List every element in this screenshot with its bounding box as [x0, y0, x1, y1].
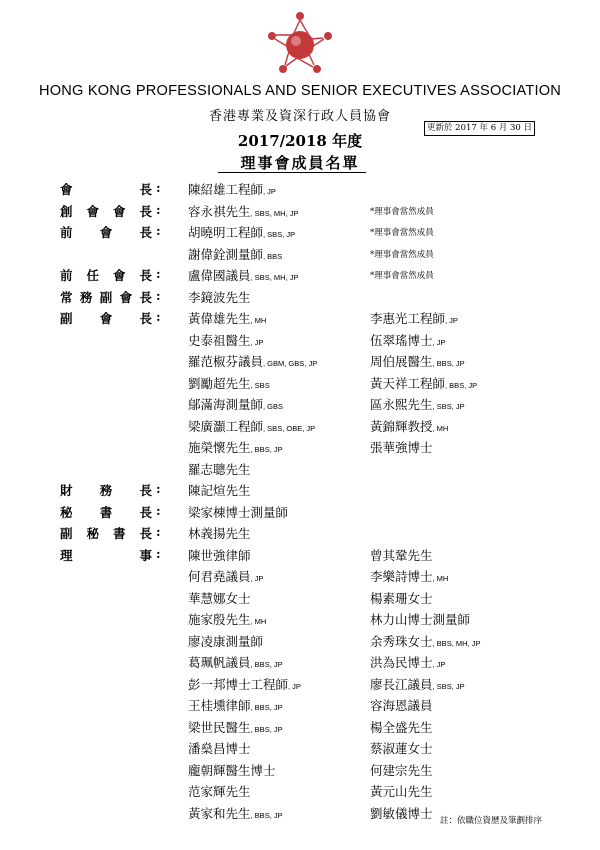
member-name: 鄔滿海測量師	[188, 397, 264, 412]
member-name: 蔡淑蓮女士	[370, 741, 433, 756]
member-name: 施家殷先生	[188, 612, 251, 627]
member-name: *理事會當然成員	[370, 228, 434, 238]
roster-row	[0, 524, 600, 544]
member-name-left	[188, 546, 251, 564]
member-name: 陳記煊先生	[188, 483, 251, 498]
member-name-right	[370, 632, 480, 650]
honours: , SBS, OBE, JP	[263, 423, 316, 433]
member-name: 容永祺先生	[188, 203, 251, 219]
role-colon: :	[156, 201, 161, 217]
role-char: 副	[99, 289, 113, 305]
updated-date: 更新於 2017 年 6 月 30 日	[424, 121, 535, 136]
role-title	[60, 524, 152, 542]
member-name-right	[370, 374, 477, 392]
honours: , GBM, GBS, JP	[263, 359, 318, 368]
roster-row	[0, 782, 600, 802]
member-name-right	[370, 653, 445, 671]
role-colon: :	[156, 180, 161, 195]
member-name: 潘燊昌博士	[188, 741, 251, 756]
member-name: 龐朝輝醫生博士	[188, 762, 276, 778]
roster-row	[0, 202, 600, 222]
role-colon: :	[156, 287, 161, 303]
role-colon: :	[156, 223, 161, 238]
role-char: 長	[139, 526, 152, 541]
role-char: 務	[99, 483, 113, 498]
member-name: 李樂詩博士	[370, 569, 433, 584]
roster-row	[0, 309, 600, 329]
honours: , MH	[432, 423, 449, 433]
honours: , SBS, MH, JP	[250, 208, 299, 218]
member-name-left	[188, 718, 283, 736]
member-name: 容海恩議員	[370, 698, 433, 713]
role-title	[60, 266, 152, 284]
member-name: 何建宗先生	[370, 762, 433, 778]
role-char: 長	[139, 268, 152, 283]
member-name: 洪為民博士	[370, 655, 433, 670]
member-name: *理事會當然成員	[370, 206, 434, 217]
member-name: 區永熙先生	[370, 397, 433, 412]
member-name: 廖長江議員	[370, 676, 433, 692]
honours: , BBS, JP	[432, 359, 465, 368]
role-char: 秘	[60, 504, 73, 520]
role-title	[60, 180, 152, 198]
roster-row	[0, 567, 600, 587]
title-underline	[218, 172, 366, 173]
member-name-left	[188, 804, 283, 822]
role-title	[60, 503, 152, 521]
member-name: 陳世強律師	[188, 547, 251, 563]
member-name-left	[188, 589, 251, 607]
member-name-right	[370, 610, 470, 628]
roster-row	[0, 481, 600, 501]
member-name-left	[188, 202, 298, 220]
member-name-right	[370, 696, 433, 714]
roster-row	[0, 288, 600, 308]
member-name-right	[370, 331, 445, 349]
honours: , BBS, JP	[250, 660, 283, 669]
role-title	[60, 481, 152, 499]
member-name: 謝偉銓測量師	[188, 246, 264, 262]
member-name: 史泰祖醫生	[188, 332, 251, 348]
honours: , JP	[445, 316, 458, 325]
role-char: 長	[139, 182, 152, 197]
member-name-left	[188, 653, 283, 671]
role-colon: :	[156, 502, 161, 518]
role-title	[60, 223, 152, 241]
ex-officio-note	[370, 226, 434, 238]
role-char: 理	[60, 547, 73, 563]
member-name-right	[370, 675, 465, 693]
honours: , BBS, JP	[250, 703, 283, 712]
member-name: 何君堯議員	[188, 569, 251, 584]
member-name: 王桂壎律師	[188, 698, 251, 713]
roster-row	[0, 438, 600, 458]
roster-row	[0, 223, 600, 243]
role-char: 副	[60, 526, 73, 541]
role-char: 長	[139, 483, 152, 498]
document-title: 理事會成員名單	[240, 154, 360, 172]
member-name-right	[370, 761, 433, 779]
role-char: 長	[139, 203, 152, 219]
member-name: 李惠光工程師	[370, 311, 446, 326]
honours: , JP	[263, 187, 276, 196]
role-colon: :	[156, 545, 161, 561]
role-char: 創	[60, 203, 73, 219]
member-name: 楊素珊女士	[370, 590, 433, 606]
honours: , MH	[432, 574, 449, 583]
honours: , BBS, JP	[250, 724, 283, 734]
member-name: *理事會當然成員	[370, 271, 434, 281]
member-name-left	[188, 395, 283, 413]
member-name: 黃元山先生	[370, 784, 433, 799]
member-name-left	[188, 331, 263, 349]
member-name: 黃天祥工程師	[370, 375, 446, 391]
role-char: 會	[60, 182, 73, 197]
role-char: 任	[86, 268, 99, 283]
ex-officio-note	[370, 269, 434, 281]
member-name-left	[188, 761, 276, 779]
roster-row	[0, 245, 600, 265]
member-name-right	[370, 567, 448, 585]
honours: , SBS, MH, JP	[250, 273, 299, 282]
member-name: 李鏡波先生	[188, 289, 251, 305]
member-name-left	[188, 438, 283, 456]
member-name-right	[370, 782, 433, 800]
member-name-left	[188, 180, 276, 198]
member-name: 周伯展醫生	[370, 354, 433, 369]
member-name-right	[370, 718, 433, 736]
member-name-right	[370, 395, 465, 413]
role-colon: :	[156, 481, 161, 496]
role-title	[60, 309, 152, 327]
member-name-left	[188, 309, 266, 327]
roster-row	[0, 739, 600, 759]
honours: , JP	[432, 337, 446, 347]
roster-row	[0, 395, 600, 415]
footnote: 註：依職位資歷及筆劃排序	[440, 816, 543, 826]
honours: , BBS	[263, 251, 283, 261]
ex-officio-note	[370, 205, 434, 217]
member-name-left	[188, 739, 251, 757]
role-char: 秘	[86, 526, 99, 541]
roster-row	[0, 761, 600, 781]
member-name-right	[370, 589, 433, 607]
role-char: 長	[139, 225, 152, 240]
member-name-left	[188, 481, 251, 499]
member-name: 黃錦輝教授	[370, 418, 433, 434]
member-name-left	[188, 782, 251, 800]
member-name-right	[370, 309, 458, 327]
member-name-left	[188, 696, 283, 714]
member-name: 余秀珠女士	[370, 633, 433, 649]
member-name: 楊全盛先生	[370, 719, 433, 735]
roster-row	[0, 460, 600, 480]
member-name-left	[188, 352, 317, 370]
honours: , SBS, JP	[263, 230, 296, 239]
role-char: 財	[60, 483, 73, 498]
organization-name-chinese: 香港專業及資深行政人員協會	[208, 109, 391, 124]
member-name-right	[370, 417, 448, 435]
association-logo	[263, 8, 337, 82]
member-name-right	[370, 546, 433, 564]
member-name: 黃家和先生	[188, 805, 251, 821]
member-name: 黃偉雄先生	[188, 311, 251, 326]
honours: , BBS, JP	[250, 810, 283, 820]
member-name-left	[188, 567, 263, 585]
member-name: 羅范椒芬議員	[188, 354, 264, 369]
member-name: *理事會當然成員	[370, 249, 434, 260]
roster-row	[0, 503, 600, 523]
member-name-left	[188, 245, 282, 263]
roster-row	[0, 653, 600, 673]
member-name: 盧偉國議員	[188, 268, 251, 283]
member-name: 曾其鞏先生	[370, 547, 433, 563]
honours: , JP	[288, 681, 301, 691]
member-name: 伍翠瑤博士	[370, 332, 433, 348]
member-name: 華慧娜女士	[188, 590, 251, 606]
member-name: 林力山博士測量師	[370, 612, 471, 627]
member-name: 梁廣灝工程師	[188, 418, 264, 434]
role-char: 前	[60, 225, 73, 240]
roster-row	[0, 266, 600, 286]
role-char: 書	[112, 526, 126, 541]
roster-row	[0, 417, 600, 437]
role-char: 會	[86, 203, 99, 219]
member-name: 陳紹雄工程師	[188, 182, 264, 197]
member-name-right	[370, 739, 433, 757]
member-name: 梁世民醫生	[188, 719, 251, 735]
ex-officio-note	[370, 248, 434, 260]
role-colon: :	[156, 309, 161, 324]
member-name: 葛珮帆議員	[188, 655, 251, 670]
roster-row	[0, 374, 600, 394]
member-name-left	[188, 503, 288, 521]
member-name-left	[188, 374, 270, 392]
role-colon: :	[156, 524, 161, 539]
member-name-right	[370, 438, 433, 456]
role-char: 長	[139, 504, 152, 520]
roster-row	[0, 718, 600, 738]
member-name-right	[370, 804, 433, 822]
roster-row	[0, 546, 600, 566]
honours: , GBS	[263, 402, 284, 411]
role-char: 會	[99, 225, 113, 240]
honours: , BBS, MH, JP	[432, 638, 481, 648]
member-name-left	[188, 417, 315, 435]
role-title	[60, 202, 152, 220]
role-char: 會	[119, 289, 133, 305]
member-name: 胡曉明工程師	[188, 225, 264, 240]
member-name: 彭一邦博士工程師	[188, 676, 289, 692]
member-name: 廖凌康測量師	[188, 633, 264, 649]
member-name-left	[188, 266, 298, 284]
member-name-left	[188, 223, 295, 241]
honours: , BBS, JP	[445, 380, 478, 390]
member-name-left	[188, 610, 266, 628]
role-char: 事	[139, 547, 152, 563]
role-colon: :	[156, 266, 161, 281]
role-char: 長	[139, 311, 152, 326]
role-char: 副	[60, 311, 73, 326]
honours: , JP	[432, 660, 446, 669]
role-char: 前	[60, 268, 73, 283]
honours: , SBS, JP	[432, 681, 465, 691]
role-char: 會	[99, 311, 113, 326]
roster-row	[0, 610, 600, 630]
member-name: 張華強博士	[370, 440, 433, 455]
member-name-left	[188, 675, 301, 693]
member-name-left	[188, 632, 263, 650]
roster-row	[0, 180, 600, 200]
role-char: 會	[112, 268, 126, 283]
member-name-left	[188, 288, 251, 306]
roster-row	[0, 675, 600, 695]
honours: , SBS	[250, 380, 270, 390]
honours: , MH	[250, 617, 267, 626]
role-char: 會	[112, 203, 126, 219]
roster-row	[0, 352, 600, 372]
role-title	[60, 288, 152, 306]
role-char: 長	[139, 289, 152, 305]
member-name-left	[188, 460, 251, 478]
role-char: 書	[99, 504, 113, 520]
roster-row	[0, 589, 600, 609]
honours: , BBS, JP	[250, 445, 283, 454]
member-name: 劉敏儀博士	[370, 805, 433, 821]
honours: , MH	[250, 316, 267, 325]
member-name: 羅志聰先生	[188, 461, 251, 477]
member-name: 林義揚先生	[188, 526, 251, 541]
member-name-left	[188, 524, 251, 542]
member-name: 梁家棟博士測量師	[188, 504, 289, 520]
member-name: 范家輝先生	[188, 784, 251, 799]
term-year: 2017/2018 年度	[237, 132, 363, 150]
role-char: 常	[60, 289, 73, 305]
roster-row	[0, 696, 600, 716]
member-name-right	[370, 352, 465, 370]
roster-row	[0, 331, 600, 351]
role-char: 務	[79, 289, 93, 305]
member-name: 施榮懷先生	[188, 440, 251, 455]
roster-row	[0, 632, 600, 652]
organization-name-english: HONG KONG PROFESSIONALS AND SENIOR EXECUTIVES ASSOCIATION	[38, 83, 562, 99]
role-title	[60, 546, 152, 564]
member-name: 劉勵超先生	[188, 375, 251, 391]
honours: , JP	[250, 574, 264, 583]
honours: , JP	[250, 337, 264, 347]
honours: , SBS, JP	[432, 402, 465, 411]
